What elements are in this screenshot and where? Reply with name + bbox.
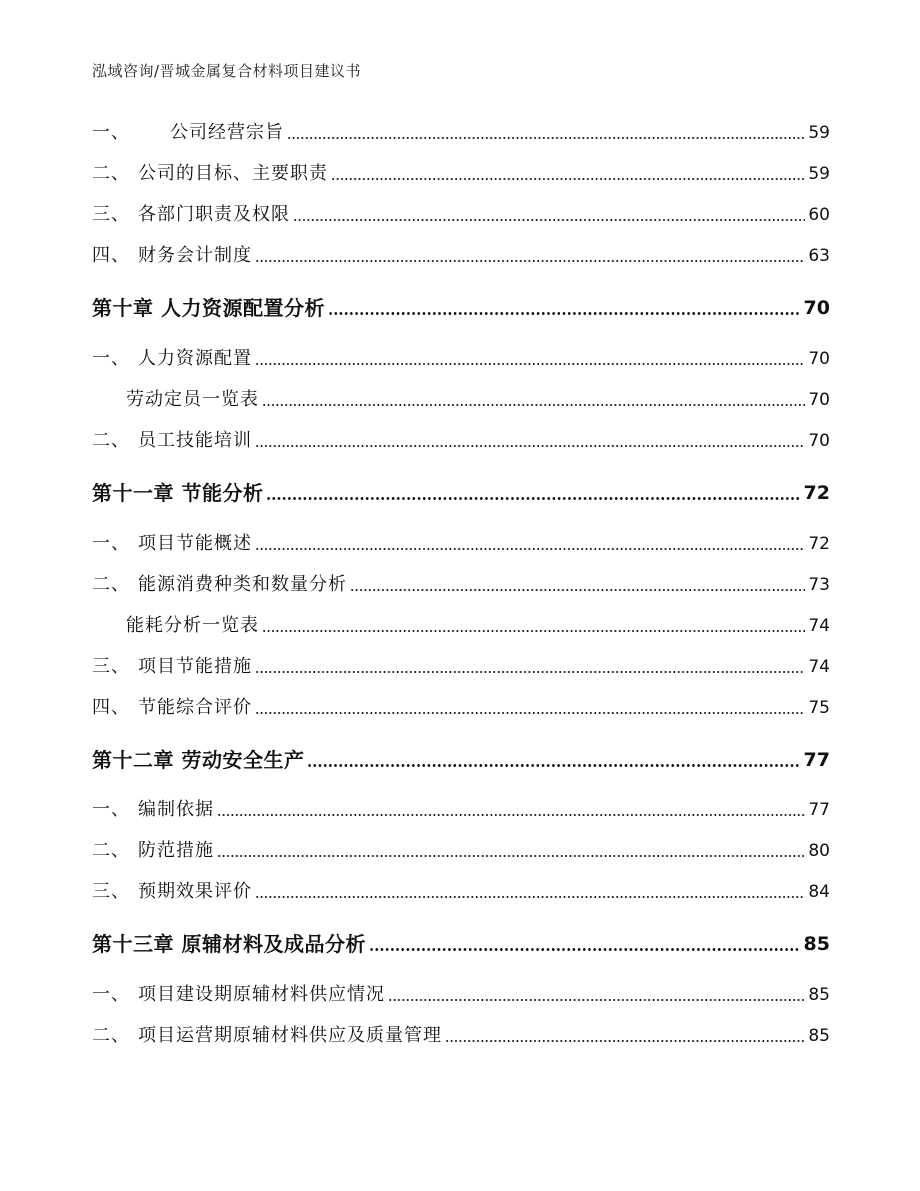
toc-entry-title: 项目建设期原辅材料供应情况: [138, 984, 385, 1005]
toc-entry[interactable]: [92, 801, 830, 819]
toc-dot-leader: [217, 855, 805, 857]
toc-entry-number: 一、: [92, 533, 130, 554]
toc-entry-number: 四、: [92, 697, 130, 718]
toc-entry[interactable]: [92, 699, 830, 717]
page-header: 泓域咨询/晋城金属复合材料项目建议书: [92, 62, 362, 80]
toc-entry-number: 一、: [92, 799, 130, 820]
toc-page-number: 80: [808, 841, 830, 861]
toc-page-number: 70: [808, 349, 830, 369]
toc-entry[interactable]: [92, 247, 830, 265]
toc-entry-title: 项目运营期原辅材料供应及质量管理: [138, 1025, 442, 1046]
toc-chapter-entry[interactable]: [92, 750, 830, 770]
toc-entry-title: 能耗分析一览表: [126, 615, 259, 636]
toc-dot-leader: [217, 814, 805, 816]
toc-entry[interactable]: [92, 165, 830, 183]
toc-entry-title: 各部门职责及权限: [138, 204, 290, 225]
toc-page-number: 72: [803, 482, 830, 504]
toc-dot-leader: [255, 896, 805, 898]
toc-dot-leader: [287, 137, 805, 139]
toc-entry[interactable]: [126, 391, 830, 409]
toc-chapter-entry[interactable]: [92, 934, 830, 954]
toc-page-number: 63: [808, 246, 830, 266]
toc-dot-leader: [262, 630, 805, 632]
toc-page-number: 59: [808, 123, 830, 143]
toc-entry[interactable]: [92, 842, 830, 860]
toc-entry-title: 劳动定员一览表: [126, 389, 259, 410]
toc-dot-leader: [445, 1040, 805, 1042]
toc-entry-number: 一、: [92, 122, 130, 143]
toc-entry-number: 三、: [92, 656, 130, 677]
toc-dot-leader: [307, 764, 800, 767]
toc-entry[interactable]: [92, 432, 830, 450]
toc-entry-number: 四、: [92, 245, 130, 266]
toc-dot-leader: [255, 260, 805, 262]
toc-dot-leader: [255, 548, 805, 550]
toc-entry[interactable]: [92, 535, 830, 553]
toc-dot-leader: [255, 445, 805, 447]
toc-entry[interactable]: [92, 1027, 830, 1045]
toc-chapter-entry[interactable]: [92, 483, 830, 503]
toc-dot-leader: [369, 948, 801, 951]
toc-page-number: 74: [808, 616, 830, 636]
toc-entry-title: 能源消费种类和数量分析: [138, 574, 347, 595]
toc-page-number: 70: [808, 390, 830, 410]
toc-page-number: 77: [803, 749, 830, 771]
toc-chapter-title: 第十二章 劳动安全生产: [92, 748, 305, 772]
toc-entry-number: 二、: [92, 430, 130, 451]
toc-page-number: 84: [808, 882, 830, 902]
toc-entry[interactable]: [92, 206, 830, 224]
toc-page-number: 75: [808, 698, 830, 718]
toc-entry-number: 二、: [92, 163, 130, 184]
toc-chapter-title: 第十一章 节能分析: [92, 481, 264, 505]
toc-entry-title: 项目节能概述: [138, 533, 252, 554]
toc-dot-leader: [331, 178, 805, 180]
toc-entry[interactable]: [92, 124, 830, 142]
toc-entry-number: 一、: [92, 348, 130, 369]
toc-dot-leader: [350, 589, 805, 591]
toc-page-number: 59: [808, 164, 830, 184]
toc-page-number: 85: [808, 985, 830, 1005]
toc-dot-leader: [266, 497, 800, 500]
toc-chapter-title: 第十三章 原辅材料及成品分析: [92, 932, 366, 956]
toc-page-number: 74: [808, 657, 830, 677]
toc-entry[interactable]: [92, 658, 830, 676]
toc-entry-title: 人力资源配置: [138, 348, 252, 369]
toc-entry-number: 二、: [92, 574, 130, 595]
toc-dot-leader: [293, 219, 805, 221]
toc-entry-title: 财务会计制度: [138, 245, 252, 266]
toc-dot-leader: [262, 404, 805, 406]
toc-entry-number: 一、: [92, 984, 130, 1005]
toc-entry[interactable]: [92, 986, 830, 1004]
toc-page-number: 60: [808, 205, 830, 225]
toc-entry-number: 二、: [92, 840, 130, 861]
toc-entry-number: 三、: [92, 881, 130, 902]
toc-entry-title: 员工技能培训: [138, 430, 252, 451]
toc-page-number: 77: [808, 800, 830, 820]
toc-entry-number: 二、: [92, 1025, 130, 1046]
toc-dot-leader: [388, 999, 805, 1001]
toc-entry-number: 三、: [92, 204, 130, 225]
toc-entry[interactable]: [126, 617, 830, 635]
toc-dot-leader: [255, 363, 805, 365]
toc-entry[interactable]: [92, 576, 830, 594]
toc-dot-leader: [328, 312, 801, 315]
toc-entry-title: 公司经营宗旨: [170, 122, 284, 143]
toc-page-number: 72: [808, 534, 830, 554]
toc-page-number: 73: [808, 575, 830, 595]
toc-page-number: 85: [808, 1026, 830, 1046]
toc-entry[interactable]: [92, 883, 830, 901]
toc-chapter-title: 第十章 人力资源配置分析: [92, 296, 325, 320]
toc-entry-title: 公司的目标、主要职责: [138, 163, 328, 184]
toc-entry-title: 项目节能措施: [138, 656, 252, 677]
toc-page-number: 85: [803, 933, 830, 955]
toc-dot-leader: [255, 671, 805, 673]
toc-entry-title: 预期效果评价: [138, 881, 252, 902]
toc-dot-leader: [255, 712, 805, 714]
toc-page-number: 70: [803, 297, 830, 319]
toc-entry-title: 编制依据: [138, 799, 214, 820]
toc-chapter-entry[interactable]: [92, 298, 830, 318]
toc-entry-title: 节能综合评价: [138, 697, 252, 718]
toc-page-number: 70: [808, 431, 830, 451]
toc-entry-title: 防范措施: [138, 840, 214, 861]
toc-entry[interactable]: [92, 350, 830, 368]
